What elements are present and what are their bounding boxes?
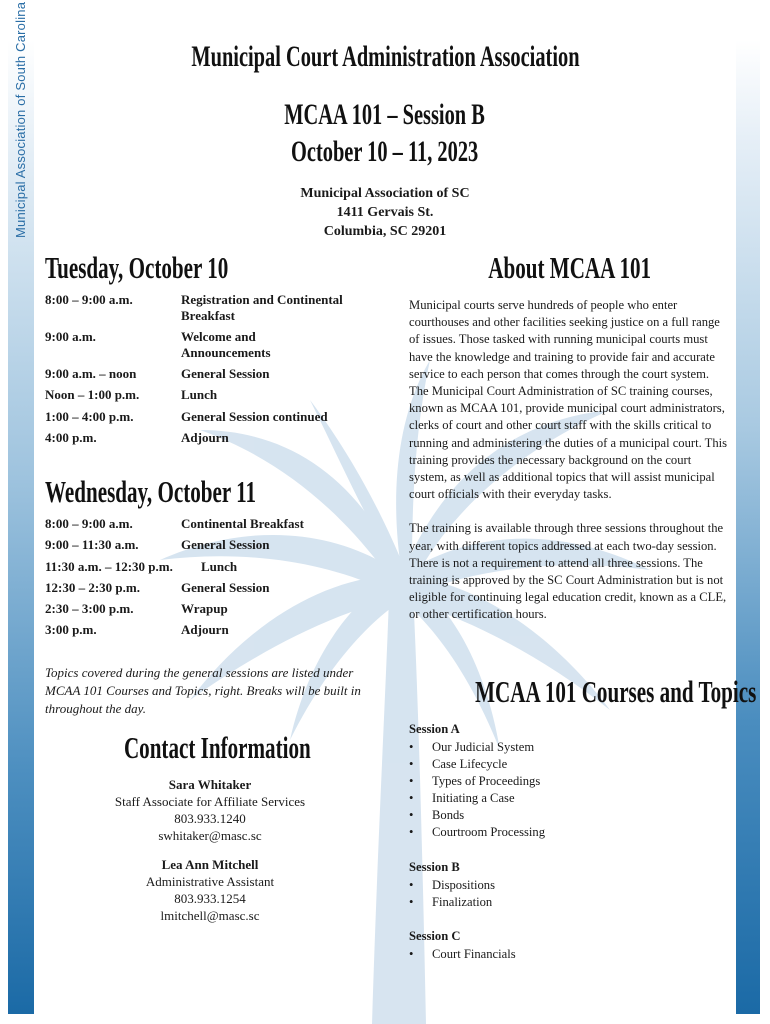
about-heading-text: About MCAA 101: [488, 250, 652, 285]
contact-title: Staff Associate for Affiliate Services: [114, 794, 306, 809]
session-name: Session C: [409, 929, 461, 943]
tuesday-heading-text: Tuesday, October 10: [45, 250, 229, 285]
schedule-activity: General Session: [181, 366, 270, 381]
side-vertical-text: Municipal Association of South Carolina: [13, 1, 28, 238]
about-heading: [409, 250, 731, 286]
list-item: • Courtroom Processing: [409, 824, 545, 841]
schedule-activity: Adjourn: [181, 622, 229, 638]
about-paragraph: The training is available through three sessions throughout the year, with different topics addressed at each two-day session. There is not a requirement to attend all three sessions. The training is approved by the SC Court Administration but is not eligible for continuing legal education credit, known as a CLE, or other certification hours.: [409, 521, 727, 622]
list-item: • Types of Proceedings: [409, 773, 545, 790]
list-item: • Case Lifecycle: [409, 756, 545, 773]
schedule-activity: General Session continued: [181, 408, 328, 424]
schedule-activity: Continental Breakfast: [181, 516, 304, 531]
event-dates: October 10 – 11, 2023: [291, 135, 479, 168]
address-line: Municipal Association of SC: [300, 186, 470, 201]
venue-address: [0, 184, 770, 241]
schedule-activity: Wrapup: [181, 601, 228, 617]
schedule-time: 8:00 – 9:00 a.m.: [45, 292, 133, 307]
schedule-time: 9:00 a.m.: [45, 329, 96, 344]
courses-heading: [409, 674, 757, 710]
address-line: Columbia, SC 29201: [323, 224, 447, 239]
session-a-block: [409, 722, 545, 841]
tuesday-heading: [45, 250, 315, 286]
schedule-activity: Lunch: [201, 558, 238, 574]
about-paragraph: Municipal courts serve hundreds of people who enter courthouses and other facilities seeking justice on a full range of issues. Those tasked with running municipal courts must have the knowledge and training to provide fair and accurate service to each person that comes through the court system. The Municipal Court Administration of SC training courses, known as MCAA 101, provide municipal court administrators, clerks of court and other court staff with the skills critical to running and administering the duties of a municipal court. This training provides the necessary background on the court system, as well as additional topics that will assist municipal court officials with their everyday tasks.: [409, 298, 728, 502]
session-subtitle: MCAA 101 – Session B: [284, 98, 486, 131]
list-item: • Court Financials: [409, 946, 516, 963]
schedule-activity: Welcome and Announcements: [181, 329, 271, 360]
page-title: Municipal Court Administration Association: [190, 40, 580, 73]
schedule-time: 11:30 a.m. – 12:30 p.m.: [45, 558, 173, 574]
schedule-activity: Registration and Continental Breakfast: [181, 292, 343, 323]
schedule-time: 9:00 – 11:30 a.m.: [45, 537, 139, 553]
address-line: 1411 Gervais St.: [336, 205, 434, 220]
contact-email[interactable]: lmitchell@masc.sc: [160, 908, 260, 923]
schedule-activity: Lunch: [181, 387, 218, 403]
contact-phone: 803.933.1240: [174, 811, 246, 826]
contact-name: Lea Ann Mitchell: [161, 857, 259, 872]
contact-title: Administrative Assistant: [145, 874, 275, 889]
contact-card: [80, 776, 340, 844]
session-c-block: [409, 929, 516, 963]
schedule-activity: Adjourn: [181, 429, 229, 445]
list-item: • Dispositions: [409, 877, 495, 894]
topic-list: [409, 946, 516, 963]
list-item: • Our Judicial System: [409, 739, 545, 756]
wednesday-heading: [45, 474, 355, 510]
session-b-block: [409, 860, 495, 911]
schedule-time: 2:30 – 3:00 p.m.: [45, 601, 134, 617]
schedule-time: 4:00 p.m.: [45, 429, 97, 445]
contact-email[interactable]: swhitaker@masc.sc: [158, 828, 262, 843]
list-item: • Finalization: [409, 894, 495, 911]
wednesday-heading-text: Wednesday, October 11: [45, 474, 257, 509]
schedule-activity: General Session: [181, 579, 270, 595]
schedule-activity: General Session: [181, 537, 270, 553]
schedule-time: 1:00 – 4:00 p.m.: [45, 408, 134, 424]
topics-note: Topics covered during the general sessions are listed under MCAA 101 Courses and Topics, right. Breaks will be built in throughout the day.: [45, 665, 361, 716]
contact-heading: [80, 730, 340, 766]
courses-heading-text: MCAA 101 Courses and Topics: [475, 674, 757, 709]
contact-heading-text: Contact Information: [123, 730, 311, 765]
session-name: Session A: [409, 722, 460, 736]
contact-phone: 803.933.1254: [174, 891, 246, 906]
topic-list: [409, 877, 495, 911]
schedule-time: Noon – 1:00 p.m.: [45, 387, 140, 403]
schedule-time: 9:00 a.m. – noon: [45, 366, 137, 381]
list-item: • Bonds: [409, 807, 545, 824]
about-body: [409, 297, 731, 641]
list-item: • Initiating a Case: [409, 790, 545, 807]
contact-name: Sara Whitaker: [168, 777, 252, 792]
schedule-time: 3:00 p.m.: [45, 622, 97, 638]
session-name: Session B: [409, 860, 460, 874]
contact-card: [80, 856, 340, 924]
schedule-time: 12:30 – 2:30 p.m.: [45, 579, 140, 595]
schedule-time: 8:00 – 9:00 a.m.: [45, 516, 133, 531]
topic-list: [409, 739, 545, 841]
